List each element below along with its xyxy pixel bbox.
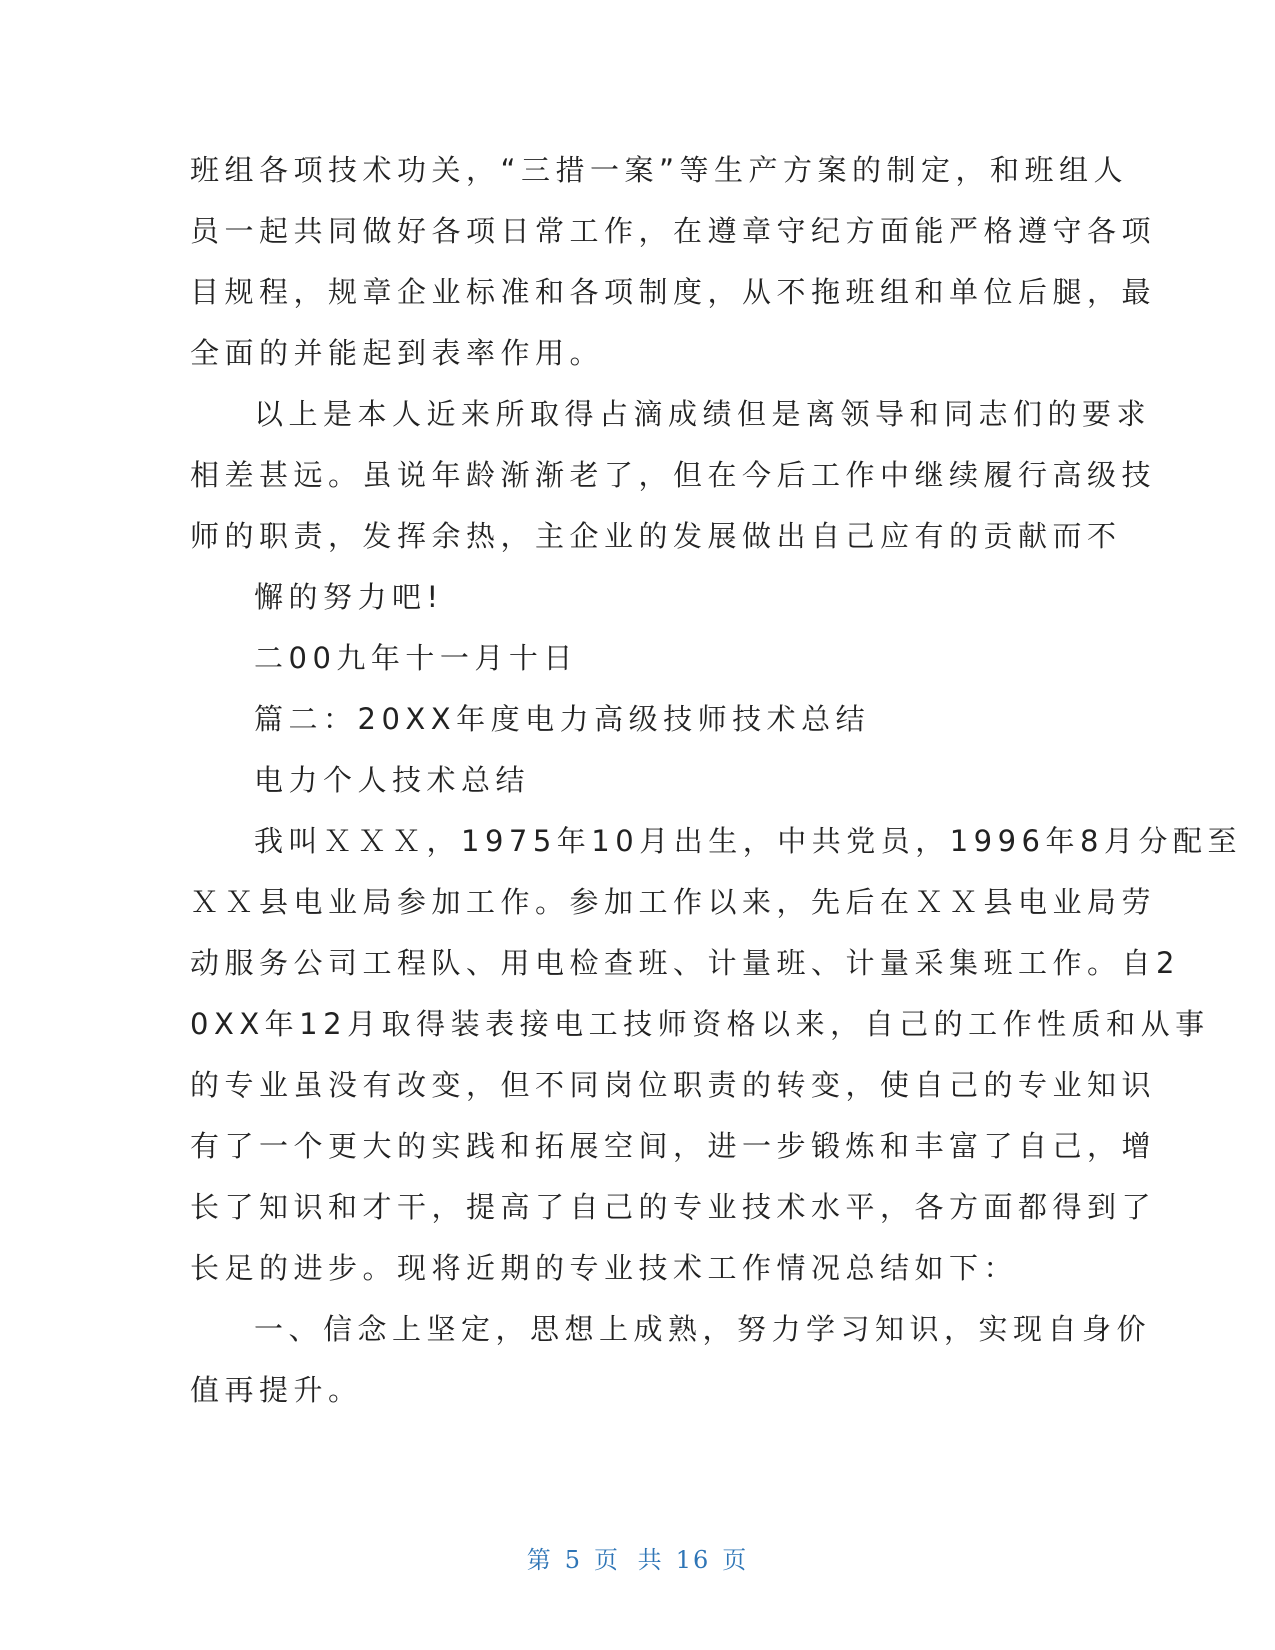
text-line: 我叫ＸＸＸ，1975年10月出生，中共党员，1996年8月分配至 bbox=[254, 824, 1242, 858]
page-total: 16 bbox=[675, 1546, 711, 1574]
text-line: 师的职责，发挥余热，主企业的发展做出自己应有的贡献而不 bbox=[190, 519, 1122, 553]
text-line: 一、信念上坚定，思想上成熟，努力学习知识，实现自身价 bbox=[254, 1312, 1152, 1346]
text-line: 相差甚远。虽说年龄渐渐老了，但在今后工作中继续履行高级技 bbox=[190, 458, 1157, 492]
page-number: 5 bbox=[564, 1546, 583, 1574]
text-line: 班组各项技术功关，“三措一案”等生产方案的制定，和班组人 bbox=[190, 153, 1129, 187]
text-line: 有了一个更大的实践和拓展空间，进一步锻炼和丰富了自己，增 bbox=[190, 1129, 1157, 1163]
text-line: 长足的进步。现将近期的专业技术工作情况总结如下： bbox=[190, 1251, 1019, 1285]
text-line: 的专业虽没有改变，但不同岗位职责的转变，使自己的专业知识 bbox=[190, 1068, 1157, 1102]
subsection-heading: 电力个人技术总结 bbox=[254, 763, 531, 797]
text-line: 动服务公司工程队、用电检查班、计量班、计量采集班工作。自2 bbox=[190, 946, 1180, 980]
footer-prefix: 第 bbox=[526, 1546, 553, 1574]
footer-suffix: 页 bbox=[722, 1546, 749, 1574]
page-footer bbox=[0, 1540, 1275, 1575]
section-heading: 篇二：20XX年度电力高级技师技术总结 bbox=[254, 702, 871, 736]
text-line: 目规程，规章企业标准和各项制度，从不拖班组和单位后腿，最 bbox=[190, 275, 1157, 309]
date-line: 二00九年十一月十日 bbox=[254, 641, 578, 675]
footer-middle: 页 共 bbox=[594, 1546, 664, 1574]
text-line: ＸＸ县电业局参加工作。参加工作以来，先后在ＸＸ县电业局劳 bbox=[190, 885, 1157, 919]
text-line: 全面的并能起到表率作用。 bbox=[190, 336, 605, 370]
text-line: 长了知识和才干，提高了自己的专业技术水平，各方面都得到了 bbox=[190, 1190, 1157, 1224]
document-body bbox=[190, 140, 1242, 1421]
text-line: 以上是本人近来所取得占滴成绩但是离领导和同志们的要求 bbox=[254, 397, 1152, 431]
text-line: 0XX年12月取得装表接电工技师资格以来，自己的工作性质和从事 bbox=[190, 1007, 1210, 1041]
text-line: 员一起共同做好各项日常工作，在遵章守纪方面能严格遵守各项 bbox=[190, 214, 1157, 248]
text-line: 懈的努力吧! bbox=[254, 580, 444, 614]
text-line: 值再提升。 bbox=[190, 1373, 363, 1407]
